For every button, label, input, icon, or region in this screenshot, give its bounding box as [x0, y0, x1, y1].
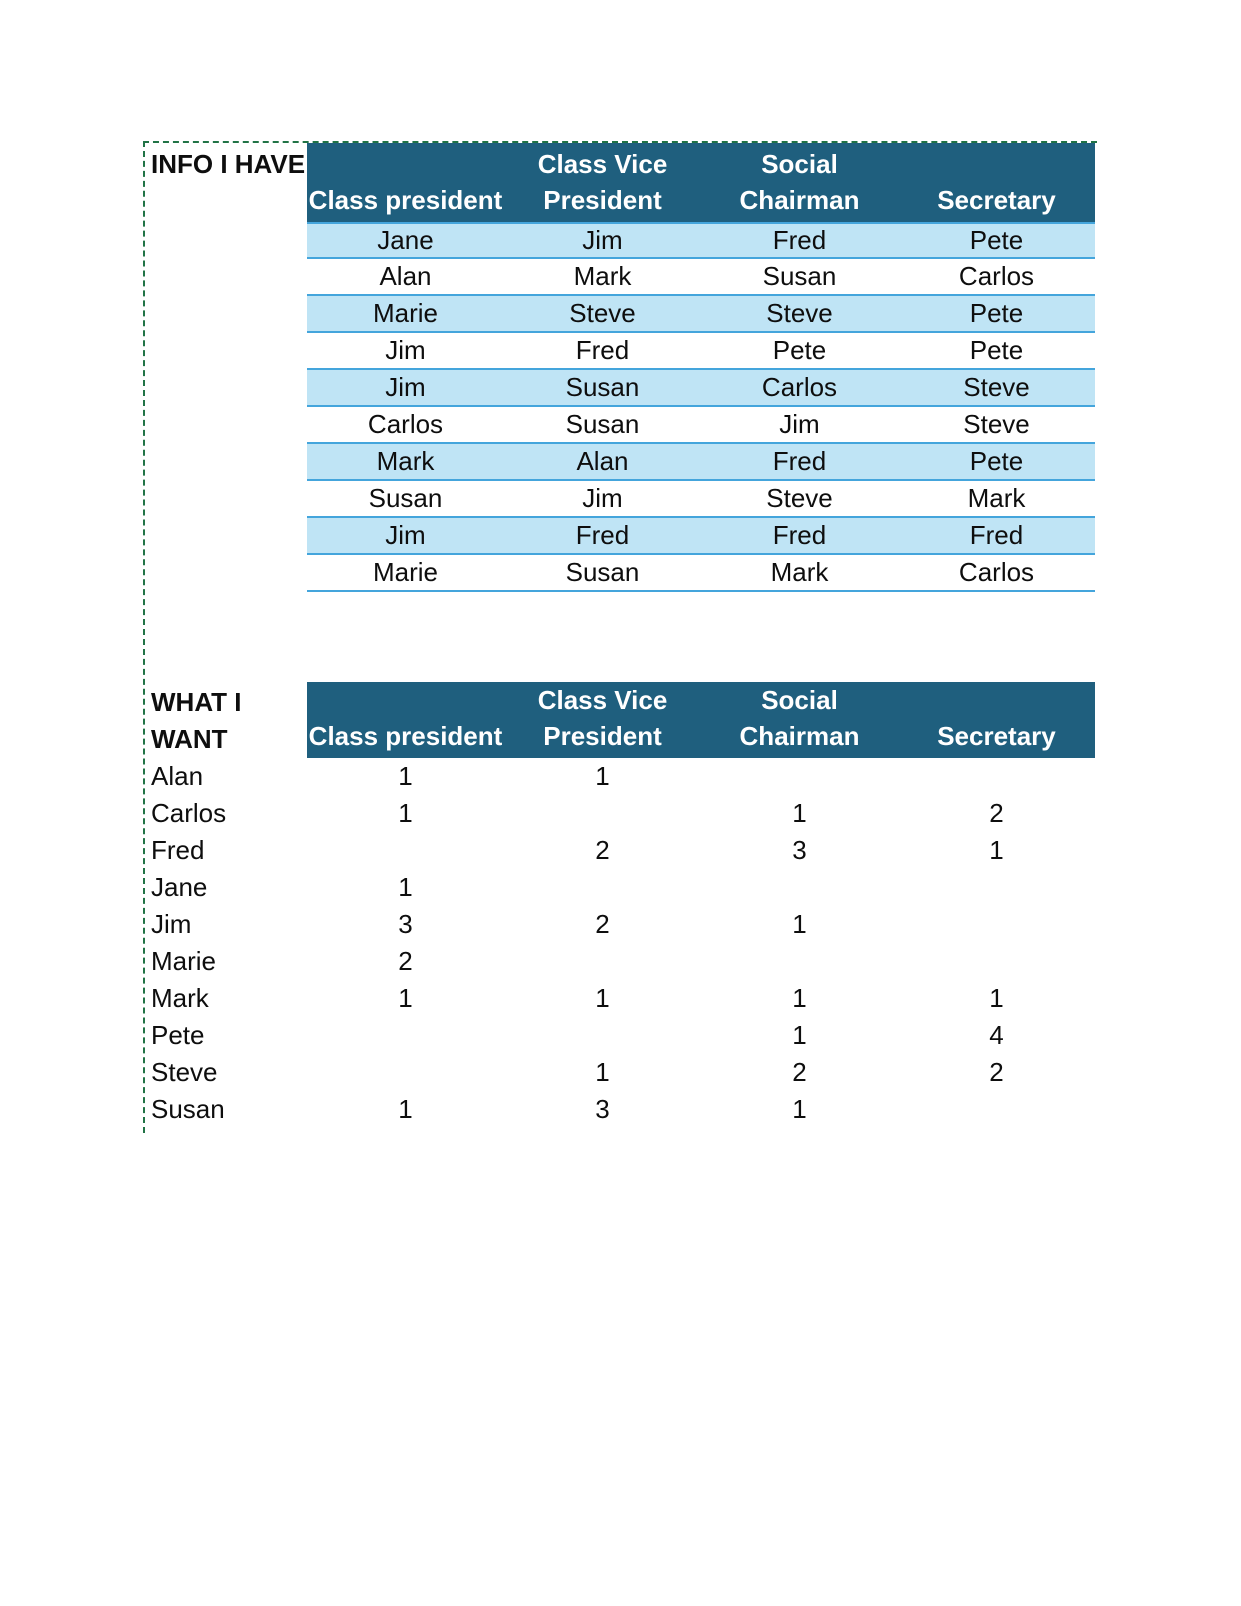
have-table-cell[interactable]: Fred — [575, 335, 630, 365]
want-table-cell[interactable] — [307, 1054, 504, 1091]
want-row-name[interactable]: Carlos — [151, 798, 227, 828]
have-table-row — [307, 555, 1095, 592]
want-table-cell[interactable]: 2 — [989, 1057, 1004, 1087]
have-column-header[interactable]: Class Vice President — [537, 149, 668, 215]
info-i-have-table — [307, 143, 1095, 592]
want-table-cell[interactable]: 2 — [792, 1057, 807, 1087]
want-table-cell[interactable] — [504, 869, 701, 906]
want-table-cell[interactable]: 1 — [398, 798, 413, 828]
have-table-cell[interactable]: Fred — [772, 520, 827, 550]
have-table-row — [307, 222, 1095, 259]
have-column-header[interactable]: Class president — [308, 185, 503, 215]
want-row-name[interactable]: Jim — [151, 909, 192, 939]
have-table-row — [307, 407, 1095, 444]
have-table-cell[interactable]: Jim — [385, 520, 426, 550]
want-table-row — [143, 832, 1095, 869]
want-table-cell[interactable]: 1 — [792, 909, 807, 939]
what-i-want-label[interactable]: WHAT I WANT — [151, 687, 242, 754]
want-table-cell[interactable] — [898, 869, 1095, 906]
want-table-cell[interactable]: 1 — [398, 1094, 413, 1124]
want-column-header[interactable]: Class president — [308, 721, 503, 751]
have-table-cell[interactable]: Fred — [969, 520, 1024, 550]
want-row-name[interactable]: Jane — [151, 872, 208, 902]
want-table-cell[interactable] — [504, 1017, 701, 1054]
have-table-cell[interactable]: Jim — [779, 409, 820, 439]
have-table-header-row — [307, 143, 1095, 222]
want-table-cell[interactable] — [898, 758, 1095, 795]
have-table-cell[interactable]: Marie — [372, 557, 438, 587]
have-column-header[interactable]: Social Chairman — [739, 149, 860, 215]
have-table-cell[interactable]: Steve — [766, 298, 833, 328]
want-table-row — [143, 1017, 1095, 1054]
have-table-cell[interactable]: Carlos — [761, 372, 838, 402]
want-table-cell[interactable] — [898, 1091, 1095, 1128]
want-table-row — [143, 1054, 1095, 1091]
want-row-name[interactable]: Marie — [151, 946, 217, 976]
want-table-row — [143, 758, 1095, 795]
have-table-cell[interactable]: Pete — [969, 225, 1024, 255]
have-table-cell[interactable]: Steve — [963, 372, 1030, 402]
have-table-row — [307, 444, 1095, 481]
have-table-row — [307, 296, 1095, 333]
have-table-body — [307, 222, 1095, 592]
want-table-cell[interactable]: 1 — [989, 835, 1004, 865]
want-table-row — [143, 980, 1095, 1017]
want-column-header[interactable]: Class Vice President — [537, 685, 668, 751]
have-table-cell[interactable]: Steve — [569, 298, 636, 328]
want-row-name[interactable]: Alan — [151, 761, 204, 791]
want-table-cell[interactable] — [898, 943, 1095, 980]
want-table-cell[interactable]: 1 — [595, 983, 610, 1013]
want-table-cell[interactable]: 3 — [398, 909, 413, 939]
want-table-cell[interactable] — [898, 906, 1095, 943]
what-i-want-table — [307, 682, 1095, 758]
want-table-row — [143, 1091, 1095, 1128]
want-table-cell[interactable]: 1 — [398, 983, 413, 1013]
have-table-row — [307, 259, 1095, 296]
want-table-cell[interactable]: 4 — [989, 1020, 1004, 1050]
want-row-name[interactable]: Fred — [151, 835, 205, 865]
have-table-cell[interactable]: Pete — [969, 298, 1024, 328]
have-table-cell[interactable]: Mark — [967, 483, 1026, 513]
info-i-have-label[interactable]: INFO I HAVE — [151, 149, 306, 179]
have-table-row — [307, 518, 1095, 555]
have-table-cell[interactable]: Fred — [772, 446, 827, 476]
have-table-row — [307, 370, 1095, 407]
have-table-cell[interactable]: Mark — [573, 261, 632, 291]
have-table-row — [307, 333, 1095, 370]
want-table-cell[interactable]: 1 — [792, 1020, 807, 1050]
have-table-cell[interactable]: Mark — [770, 557, 829, 587]
have-table-cell[interactable]: Jim — [582, 225, 623, 255]
want-table-cell[interactable] — [307, 1017, 504, 1054]
want-table-cell[interactable]: 2 — [989, 798, 1004, 828]
want-table-cell[interactable] — [504, 795, 701, 832]
have-table-cell[interactable]: Carlos — [958, 261, 1035, 291]
have-table-cell[interactable]: Steve — [766, 483, 833, 513]
have-table-cell[interactable]: Carlos — [958, 557, 1035, 587]
want-table-cell[interactable]: 1 — [989, 983, 1004, 1013]
want-table-cell[interactable]: 3 — [595, 1094, 610, 1124]
have-table-cell[interactable]: Carlos — [367, 409, 444, 439]
want-table-cell[interactable]: 1 — [792, 798, 807, 828]
want-column-header[interactable]: Secretary — [937, 721, 1056, 751]
have-column-header[interactable]: Secretary — [937, 185, 1056, 215]
have-table-cell[interactable]: Susan — [368, 483, 443, 513]
have-table-cell[interactable]: Pete — [969, 335, 1024, 365]
want-table-row — [143, 906, 1095, 943]
want-table-cell[interactable]: 1 — [595, 761, 610, 791]
want-row-name[interactable]: Susan — [151, 1094, 225, 1124]
want-table-cell[interactable]: 2 — [595, 909, 610, 939]
have-table-cell[interactable]: Jim — [582, 483, 623, 513]
have-table-cell[interactable]: Pete — [772, 335, 827, 365]
want-column-header[interactable]: Social Chairman — [739, 685, 860, 751]
want-table-cell[interactable] — [701, 869, 898, 906]
want-row-name[interactable]: Mark — [151, 983, 209, 1013]
want-table-cell[interactable] — [701, 943, 898, 980]
have-table-cell[interactable]: Mark — [376, 446, 435, 476]
want-table-header-row — [307, 682, 1095, 758]
have-table-cell[interactable]: Susan — [762, 261, 837, 291]
want-table-row — [143, 869, 1095, 906]
want-row-name[interactable]: Pete — [151, 1020, 205, 1050]
have-table-cell[interactable]: Susan — [565, 372, 640, 402]
want-table-row — [143, 943, 1095, 980]
want-table-cell[interactable]: 1 — [398, 872, 413, 902]
have-table-cell[interactable]: Susan — [565, 557, 640, 587]
want-table-cell[interactable]: 1 — [398, 761, 413, 791]
have-table-cell[interactable]: Jane — [377, 225, 434, 255]
have-table-cell[interactable]: Jim — [385, 335, 426, 365]
want-table-cell[interactable]: 3 — [792, 835, 807, 865]
have-table-cell[interactable]: Marie — [372, 298, 438, 328]
want-table-cell[interactable]: 1 — [792, 1094, 807, 1124]
have-table-cell[interactable]: Pete — [969, 446, 1024, 476]
want-table-cell[interactable]: 2 — [398, 946, 413, 976]
have-table-cell[interactable]: Steve — [963, 409, 1030, 439]
have-table-cell[interactable]: Fred — [575, 520, 630, 550]
want-table-cell[interactable] — [701, 758, 898, 795]
have-table-cell[interactable]: Alan — [576, 446, 629, 476]
want-table-cell[interactable]: 2 — [595, 835, 610, 865]
want-row-name[interactable]: Steve — [151, 1057, 218, 1087]
want-table-cell[interactable] — [504, 943, 701, 980]
want-table-cell[interactable]: 1 — [595, 1057, 610, 1087]
want-table-cell[interactable]: 1 — [792, 983, 807, 1013]
have-table-row — [307, 481, 1095, 518]
have-table-cell[interactable]: Jim — [385, 372, 426, 402]
have-table-cell[interactable]: Susan — [565, 409, 640, 439]
what-i-want-table-body — [143, 758, 1095, 1128]
want-table-row — [143, 795, 1095, 832]
want-table-cell[interactable] — [307, 832, 504, 869]
have-table-cell[interactable]: Fred — [772, 225, 827, 255]
have-table-cell[interactable]: Alan — [379, 261, 432, 291]
